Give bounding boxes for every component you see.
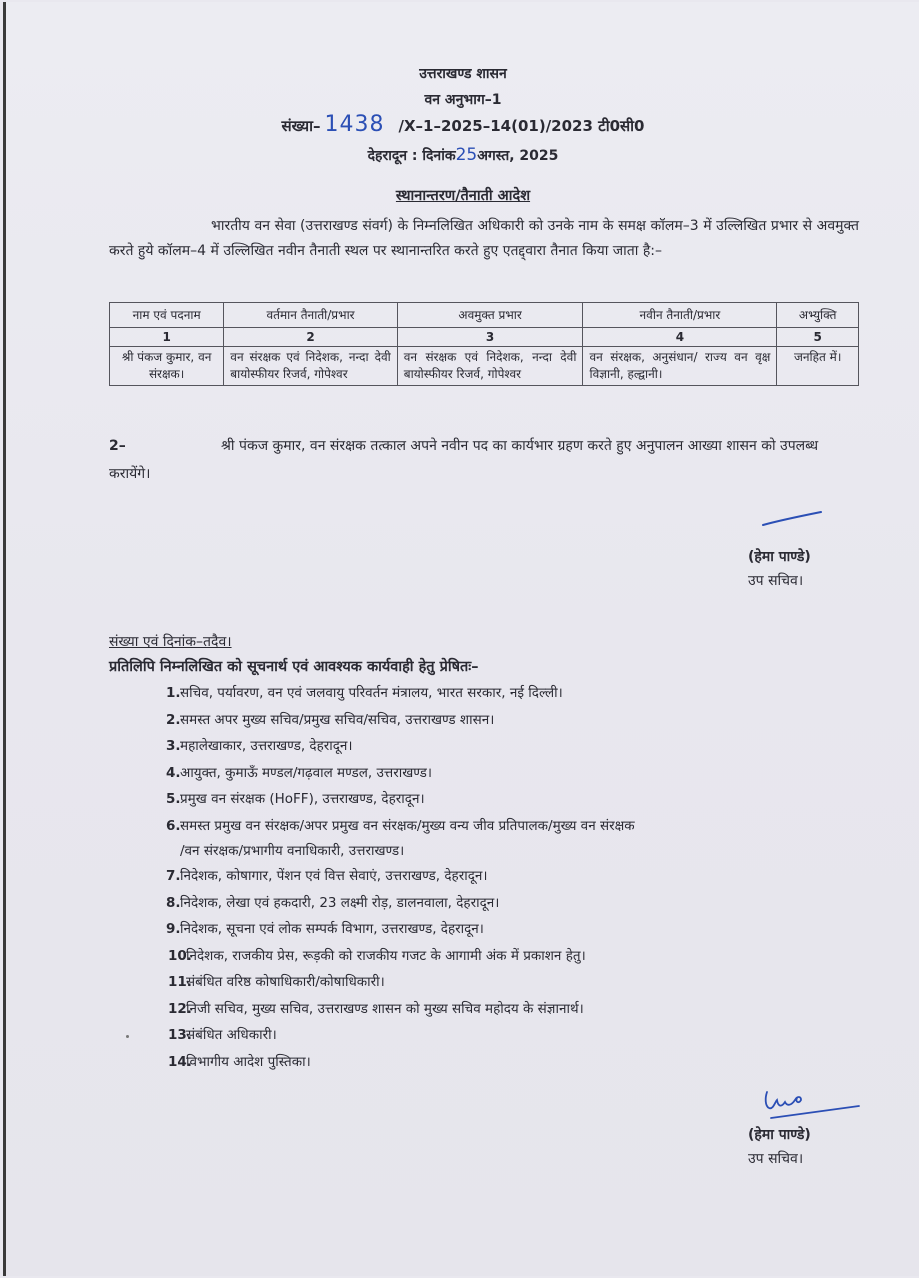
list-item: 13. संबंधित अधिकारी। (168, 1027, 277, 1043)
cell-new-posting: वन संरक्षक, अनुसंधान/ राज्य वन वृक्ष विज्ञानी, हल्द्वानी। (583, 347, 777, 386)
paragraph-number: 2– (109, 438, 126, 454)
section-heading: वन अनुभाग–1 (424, 92, 502, 108)
reference-line: संख्या एवं दिनांक–तदैव। (109, 634, 232, 650)
cell-relieved-charge: वन संरक्षक एवं निदेशक, नन्दा देवी बायोस्फीयर रिजर्व, गोपेश्वर (397, 347, 583, 386)
copy-to-heading: प्रतिलिपि निम्नलिखित को सूचनार्थ एवं आवश्यक कार्यवाही हेतु प्रेषितः– (109, 659, 479, 675)
government-heading: उत्तराखण्ड शासन (419, 66, 507, 82)
list-item: 12. निजी सचिव, मुख्य सचिव, उत्तराखण्ड शासन को मुख्य सचिव महोदय के संज्ञानार्थ। (168, 1000, 584, 1017)
list-item: 4. आयुक्त, कुमाऊँ मण्डल/गढ़वाल मण्डल, उत्तराखण्ड। (166, 764, 433, 781)
handwritten-date: 25 (455, 145, 478, 165)
column-number: 4 (583, 328, 777, 347)
order-title: स्थानान्तरण/तैनाती आदेश (395, 188, 531, 204)
number-label: संख्या– (281, 117, 321, 135)
date-suffix: अगस्त, 2025 (477, 148, 559, 164)
column-number: 1 (110, 328, 224, 347)
header-remarks: अभ्युक्ति (777, 303, 859, 328)
header-relieved-charge: अवमुक्त प्रभार (397, 303, 583, 328)
list-item: 3. महालेखाकार, उत्तराखण्ड, देहरादून। (166, 738, 353, 754)
handwritten-number: 1438 (324, 112, 385, 137)
copy-to-list (156, 680, 871, 1075)
place-date-label: देहरादून : दिनांक (367, 148, 456, 164)
column-number: 5 (777, 328, 859, 347)
list-item: 1. सचिव, पर्यावरण, वन एवं जलवायु परिवर्तन मंत्रालय, भारत सरकार, नई दिल्ली। (166, 685, 563, 701)
signature-stroke-icon (761, 510, 823, 528)
signatory-name: (हेमा पाण्डे) (748, 549, 811, 565)
signature-icon (761, 1088, 861, 1122)
list-item: 11. संबंधित वरिष्ठ कोषाधिकारी/कोषाधिकारी। (168, 974, 385, 990)
order-number-line (6, 112, 919, 137)
signatory-designation: उप सचिव। (748, 573, 804, 589)
column-number: 2 (224, 328, 397, 347)
list-item: 8. निदेशक, लेखा एवं हकदारी, 23 लक्ष्मी रोड़, डालनवाला, देहरादून। (166, 894, 500, 911)
list-item: 2. समस्त अपर मुख्य सचिव/प्रमुख सचिव/सचिव, उत्तराखण्ड शासन। (166, 711, 495, 728)
list-item: 9. निदेशक, सूचना एवं लोक सम्पर्क विभाग, उत्तराखण्ड, देहरादून। (166, 921, 484, 937)
place-date-line (6, 145, 919, 165)
document-page (3, 2, 919, 1276)
cell-officer-name: श्री पंकज कुमार, वन संरक्षक। (110, 347, 224, 386)
cell-current-posting: वन संरक्षक एवं निदेशक, नन्दा देवी बायोस्फीयर रिजर्व, गोपेश्वर (224, 347, 397, 386)
number-suffix: /X–1–2025–14(01)/2023 टी0सी0 (398, 117, 645, 135)
signatory-name: (हेमा पाण्डे) (748, 1127, 811, 1143)
list-item: 14. विभागीय आदेश पुस्तिका। (168, 1053, 311, 1070)
table-column-number-row (110, 328, 859, 347)
intro-paragraph (109, 214, 859, 264)
column-number: 3 (397, 328, 583, 347)
signature-block-2 (748, 1123, 811, 1171)
signature-block-1 (748, 545, 811, 593)
paragraph-2 (109, 432, 861, 488)
transfer-table (109, 302, 859, 386)
list-item: 7. निदेशक, कोषागार, पेंशन एवं वित्त सेवाएं, उत्तराखण्ड, देहरादून। (166, 868, 488, 884)
list-item: 5. प्रमुख वन संरक्षक (HoFF), उत्तराखण्ड, देहरादून। (166, 791, 425, 807)
header-new-posting: नवीन तैनाती/प्रभार (583, 303, 777, 328)
paragraph-2-text: श्री पंकज कुमार, वन संरक्षक तत्काल अपने नवीन पद का कार्यभार ग्रहण करते हुए अनुपालन आख्या शासन को उपलब्ध करायेंगे। (109, 438, 819, 482)
signatory-designation: उप सचिव। (748, 1151, 804, 1167)
list-item: 10. निदेशक, राजकीय प्रेस, रूड़की को राजकीय गजट के आगामी अंक में प्रकाशन हेतु। (168, 947, 586, 964)
header-name-designation: नाम एवं पदनाम (110, 303, 224, 328)
intro-text: भारतीय वन सेवा (उत्तराखण्ड संवर्ग) के निम्नलिखित अधिकारी को उनके नाम के समक्ष कॉलम–3 में उल्लिखित प्रभार से अवमुक्त करते हुये कॉलम–4 में उल्लिखित नवीन तैनाती स्थल पर स्थानान्तरित करते हुए एतद्द्वारा तैनात किया जाता है:– (109, 218, 859, 259)
header-current-posting: वर्तमान तैनाती/प्रभार (224, 303, 397, 328)
table-header-row (110, 303, 859, 328)
list-item: 6. समस्त प्रमुख वन संरक्षक/अपर प्रमुख वन संरक्षक/मुख्य वन्य जीव प्रतिपालक/मुख्य वन संरक्षक /वन संरक्षक/प्रभागीय वनाधिकारी, उत्तराखण्ड। (166, 817, 635, 859)
table-row (110, 347, 859, 386)
cell-remarks: जनहित में। (777, 347, 859, 386)
stray-mark (126, 1035, 129, 1038)
